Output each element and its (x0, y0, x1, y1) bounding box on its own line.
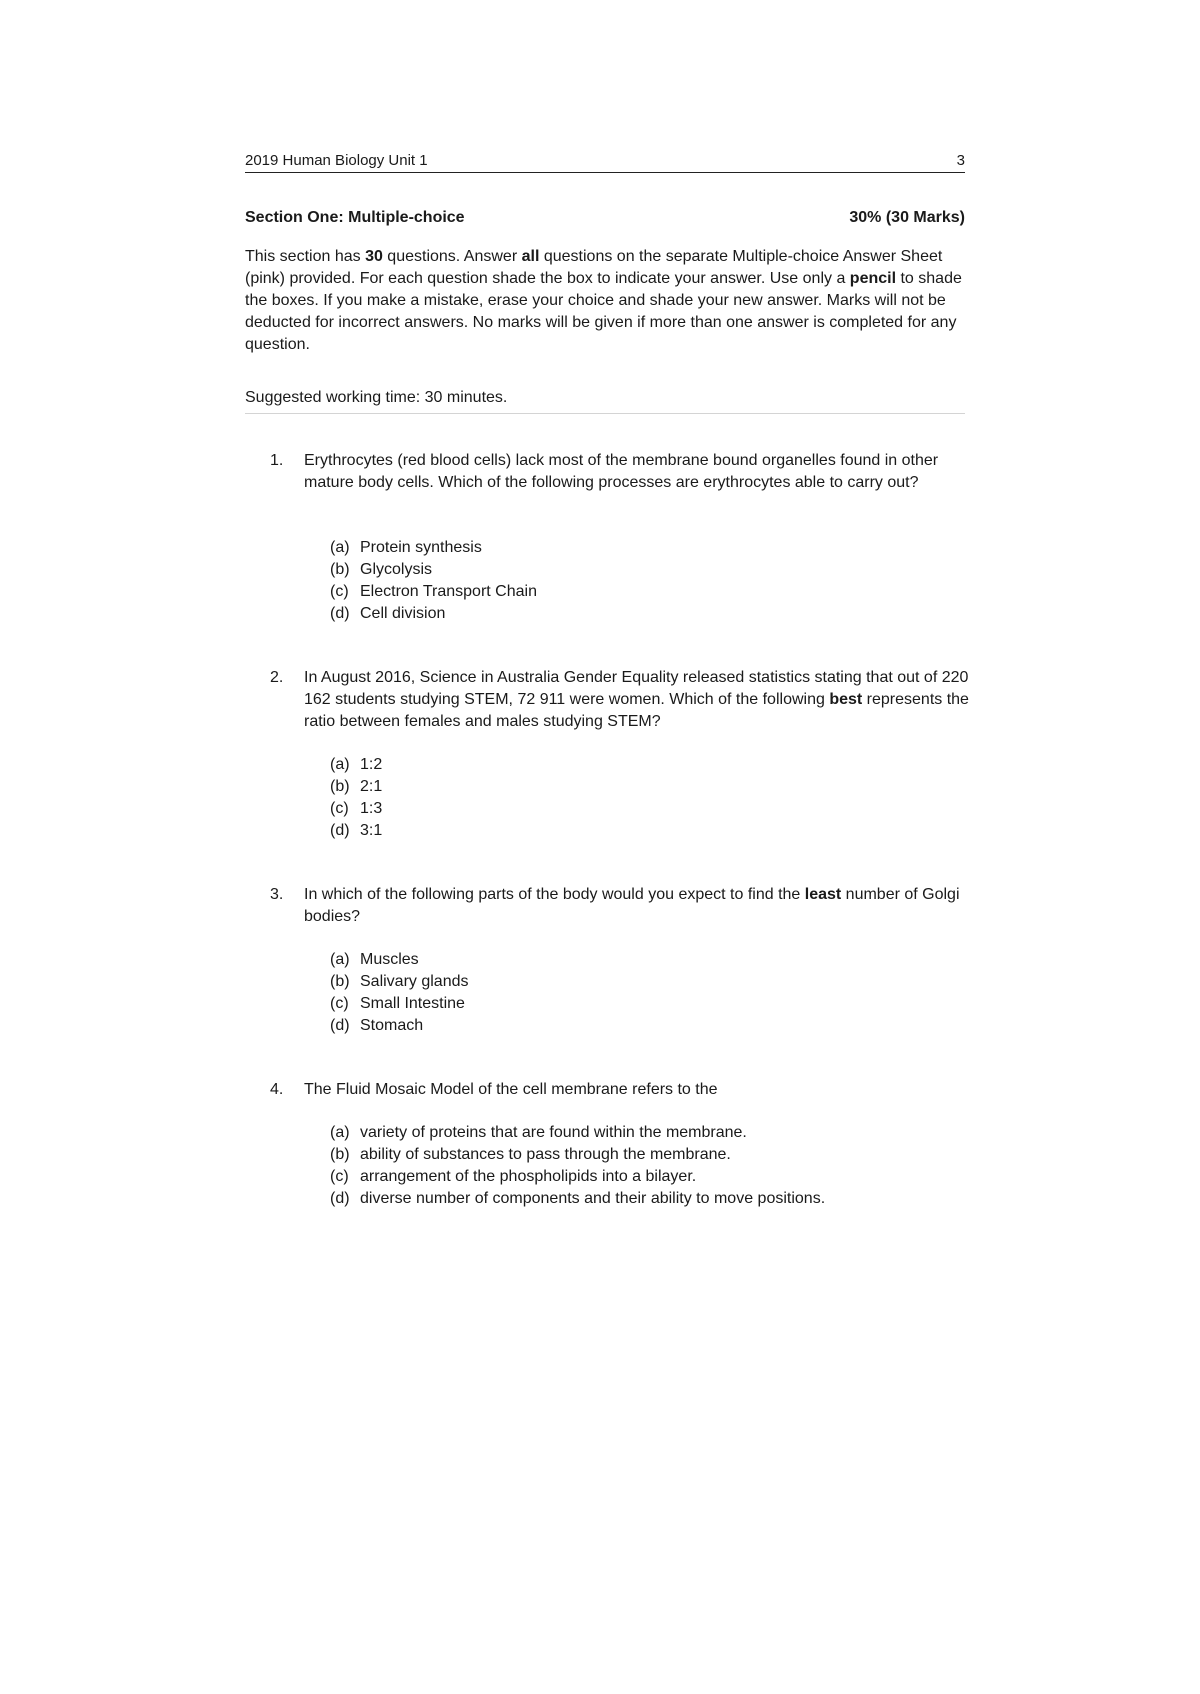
question-number: 1. (270, 452, 284, 469)
answer-option (330, 971, 469, 993)
section-marks: 30% (30 Marks) (849, 209, 965, 226)
option-text: Stomach (360, 1017, 424, 1034)
question-text: Erythrocytes (red blood cells) lack most of the membrane bound organelles found in other mature body cells. Which of the following processes are erythrocytes able to carry out? (304, 452, 939, 491)
option-letter: (c) (330, 583, 349, 600)
question-number: 3. (270, 886, 284, 903)
question-number: 2. (270, 669, 284, 686)
instructions-text: This section has (245, 248, 366, 265)
page-number: 3 (956, 152, 965, 169)
instructions-text: to shade the boxes. If you make a mistake, erase your choice and shade your new answer. Marks will not be deducted for incorrect answers. No marks will be given if more than one answer is completed for any question. (245, 270, 962, 353)
question-3 (270, 884, 970, 928)
option-letter: (d) (330, 822, 350, 839)
option-text: ability of substances to pass through the membrane. (360, 1146, 731, 1163)
suggested-working-time: Suggested working time: 30 minutes. (245, 388, 965, 414)
answer-option (330, 559, 537, 581)
instructions-text: questions on the separate Multiple-choice Answer Sheet (pink) provided. For each question shade the box to indicate your answer. Use only a (245, 248, 943, 287)
option-text: Salivary glands (360, 973, 469, 990)
question-2 (270, 667, 970, 733)
answer-option (330, 754, 382, 776)
option-text: Muscles (360, 951, 419, 968)
answer-option (330, 1188, 825, 1210)
question-1-options (330, 537, 537, 625)
option-letter: (b) (330, 561, 350, 578)
answer-option (330, 1144, 825, 1166)
answer-option (330, 993, 469, 1015)
option-letter: (d) (330, 605, 350, 622)
option-text: Protein synthesis (360, 539, 482, 556)
question-text (304, 884, 970, 928)
answer-option (330, 1122, 825, 1144)
option-letter: (a) (330, 951, 350, 968)
running-header (245, 152, 965, 173)
option-letter: (d) (330, 1017, 350, 1034)
section-instructions (245, 246, 967, 356)
option-letter: (d) (330, 1190, 350, 1207)
question-number: 4. (270, 1081, 284, 1098)
option-letter: (a) (330, 1124, 350, 1141)
question-emphasis: least (804, 886, 842, 903)
question-text-part: In which of the following parts of the body would you expect to find the (304, 886, 805, 903)
instructions-text: questions. Answer (382, 248, 522, 265)
option-letter: (c) (330, 1168, 349, 1185)
answer-option (330, 1015, 469, 1037)
answer-option (330, 820, 382, 842)
question-4 (270, 1079, 970, 1101)
option-text: arrangement of the phospholipids into a bilayer. (360, 1168, 697, 1185)
question-text: The Fluid Mosaic Model of the cell membrane refers to the (304, 1081, 718, 1098)
option-text: variety of proteins that are found within the membrane. (360, 1124, 747, 1141)
option-text: diverse number of components and their ability to move positions. (360, 1190, 826, 1207)
question-text-part: represents the ratio between females and males studying STEM? (304, 691, 969, 730)
question-text (304, 667, 970, 733)
option-text: Glycolysis (360, 561, 433, 578)
option-letter: (b) (330, 1146, 350, 1163)
option-text: Small Intestine (360, 995, 465, 1012)
running-header-title: 2019 Human Biology Unit 1 (245, 152, 428, 169)
option-letter: (c) (330, 995, 349, 1012)
question-text-part: In August 2016, Science in Australia Gender Equality released statistics stating that out of 220 162 students studying STEM, 72 911 were women. Which of the following (304, 669, 969, 708)
answer-option (330, 776, 382, 798)
question-1 (270, 450, 970, 494)
question-2-options (330, 754, 382, 842)
option-letter: (b) (330, 778, 350, 795)
option-letter: (b) (330, 973, 350, 990)
question-emphasis: best (829, 691, 863, 708)
option-text: 1:2 (360, 756, 383, 773)
answer-option (330, 581, 537, 603)
question-4-options (330, 1122, 825, 1210)
section-heading (245, 208, 965, 228)
answer-option (330, 1166, 825, 1188)
answer-option (330, 949, 469, 971)
option-letter: (a) (330, 756, 350, 773)
option-text: 2:1 (360, 778, 383, 795)
instructions-emphasis: pencil (849, 270, 897, 287)
instructions-emphasis: 30 (365, 248, 383, 265)
option-text: 1:3 (360, 800, 383, 817)
section-title: Section One: Multiple-choice (245, 209, 465, 226)
answer-option (330, 798, 382, 820)
option-letter: (c) (330, 800, 349, 817)
answer-option (330, 537, 537, 559)
question-text-part: number of Golgi bodies? (304, 886, 960, 925)
option-text: Electron Transport Chain (360, 583, 537, 600)
question-3-options (330, 949, 469, 1037)
instructions-emphasis: all (521, 248, 540, 265)
option-letter: (a) (330, 539, 350, 556)
answer-option (330, 603, 537, 625)
option-text: Cell division (360, 605, 446, 622)
option-text: 3:1 (360, 822, 383, 839)
